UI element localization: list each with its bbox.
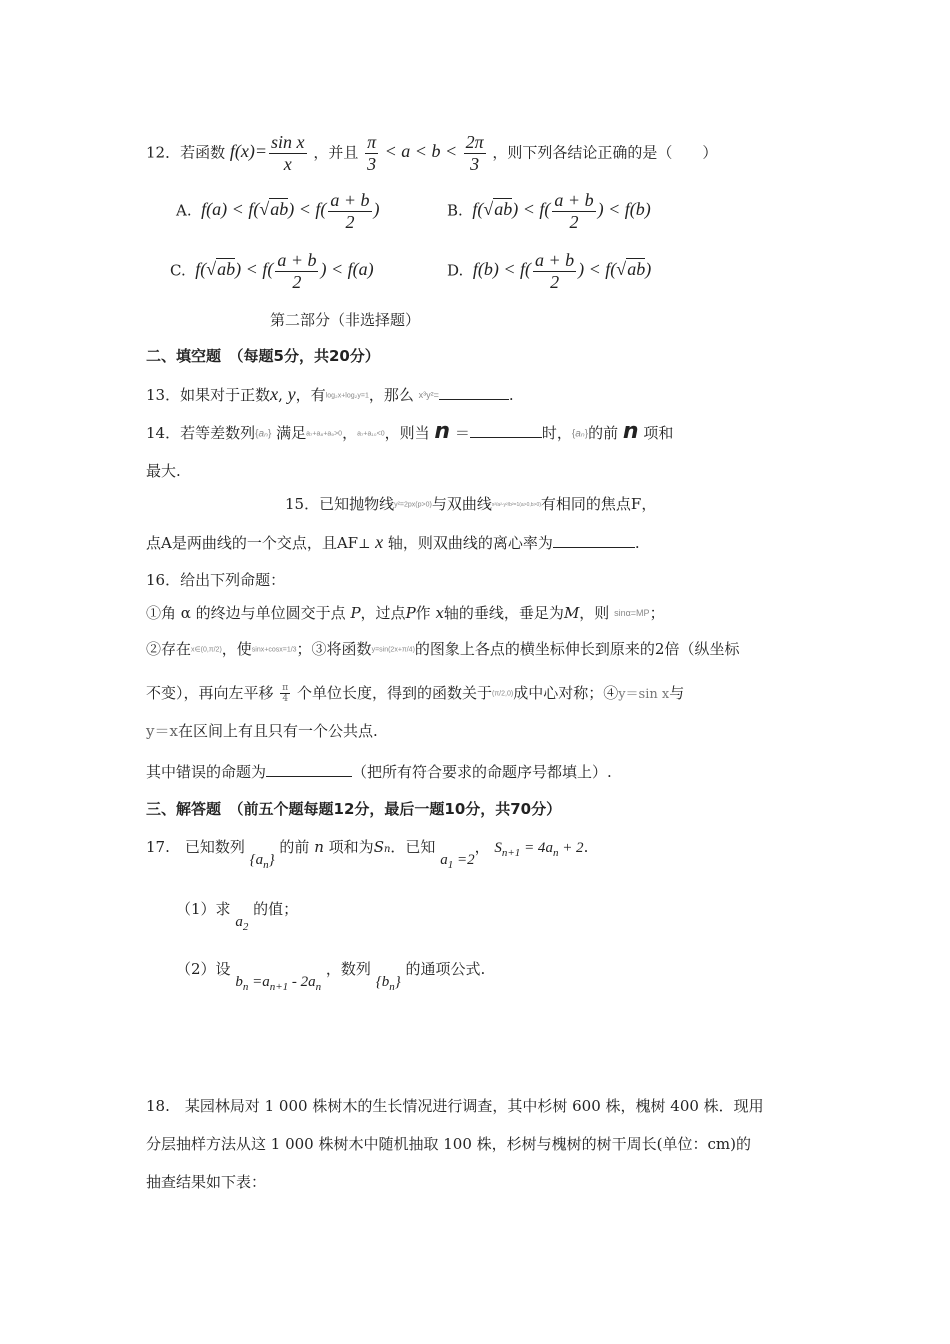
q16-answer-blank[interactable]: [266, 760, 352, 777]
q12-option-b[interactable]: B. f(√ab) < f( $\frac{a + b}{2}$ ) < f(b): [447, 190, 651, 232]
q16-proposition-2-3: ②存在x∈(0,π/2)，使sinx+cosx=1/3；③将函数y=sin(2x+π/4)的图象上各点的横坐标伸长到原来的2倍（纵坐标: [146, 640, 740, 658]
q15: 15．已知抛物线y²=2px(p>0)与双曲线x²/a²-y²/b²=1(a>0,b>0)有相同的焦点F，: [285, 495, 657, 513]
q16-shift-fraction: $\frac{\pi}{4}$: [282, 683, 289, 705]
q14-answer-blank[interactable]: [470, 421, 542, 438]
q12-option-c[interactable]: C. f(√ab) < f( $\frac{a + b}{2}$ ) < f(a): [170, 250, 374, 292]
q14: 14．若等差数列{aₙ} 满足a₇+a₈+a₉>0，a₇+a₁₀<0，则当 n ＝ 时，{aₙ}的前 n 项和: [146, 419, 674, 444]
answer-section-title: 三、解答题 （前五个题每题12分，最后一题10分，共70分）: [146, 800, 562, 818]
q17-part1: （1）求 $a_2$ 的值；: [176, 900, 299, 933]
q12-function-formula: f(x)= $\frac{\text{sin x}}{x}$: [229, 132, 305, 174]
q18-line2: 分层抽样方法从这 1 000 株树木中随机抽取 100 株，杉树与槐树的树干周长(单位：cm)的: [146, 1135, 751, 1153]
q13-answer-blank[interactable]: [439, 383, 509, 400]
q18-line1: 18. 某园林局对 1 000 株树木的生长情况进行调查，其中杉树 600 株，槐树 400 株．现用: [146, 1097, 764, 1115]
q12-stem: 12．若函数 f(x)= $\frac{\text{sin x}}{x}$ ，并且 $\frac{\pi}{3}$ < a < b < $\frac{2\pi}{3}$ ，则下列各结论正确的是（ ）: [146, 132, 718, 174]
q13: 13．如果对于正数x, y，有log₂x+log₂y=1，那么 x³y²= .: [146, 384, 514, 404]
q16-answer-line: 其中错误的命题为 （把所有符合要求的命题序号都填上）.: [146, 760, 612, 783]
q12-option-d[interactable]: D. f(b) < f( $\frac{a + b}{2}$ ) < f(√ab): [447, 250, 652, 292]
q12-condition-formula: $\frac{\pi}{3}$ < a < b < $\frac{2\pi}{3}$: [367, 132, 484, 174]
q12-option-a-formula: f(a) < f(√ab) < f( $\frac{a + b}{2}$ ): [201, 190, 380, 232]
q16-proposition-4-end: y＝x在区间上有且只有一个公共点.: [146, 722, 378, 740]
fill-section-title: 二、填空题 （每题5分，共20分）: [146, 347, 380, 365]
q16-proposition-3-4: 不变），再向左平移 $\frac{\pi}{4}$ 个单位长度，得到的函数关于(π/2,0)成中心对称；④y＝sin x与: [146, 683, 685, 705]
part2-title: 第二部分（非选择题）: [270, 311, 421, 329]
q15-answer-blank[interactable]: [553, 531, 635, 548]
q16-proposition-1: ①角 α 的终边与单位圆交于点 P，过点P作 x轴的垂线，垂足为M，则 sinα=MP；: [146, 604, 665, 622]
q12-option-d-formula: f(b) < f( $\frac{a + b}{2}$ ) < f(√ab): [472, 250, 652, 292]
q17-stem: 17. 已知数列 $\{a_n\}$ 的前 n 项和为Sn．已知 $a_1 =2$， $S_{n+1} = 4a_n + 2$.: [146, 838, 589, 871]
q15-line2: 点A是两曲线的一个交点，且AF⊥ x 轴，则双曲线的离心率为 .: [146, 532, 640, 552]
q17-part2: （2）设 $b_n =a_{n+1} - 2a_n$ ，数列 $\{b_n\}$ 的通项公式.: [176, 960, 486, 993]
q12-option-c-formula: f(√ab) < f( $\frac{a + b}{2}$ ) < f(a): [195, 250, 374, 292]
q18-line3: 抽查结果如下表：: [146, 1173, 267, 1191]
q12-option-b-formula: f(√ab) < f( $\frac{a + b}{2}$ ) < f(b): [472, 190, 651, 232]
q16-intro: 16．给出下列命题：: [146, 571, 286, 589]
q12-option-a[interactable]: A. f(a) < f(√ab) < f( $\frac{a + b}{2}$ ): [176, 190, 380, 232]
q14-line2: 最大.: [146, 462, 181, 480]
